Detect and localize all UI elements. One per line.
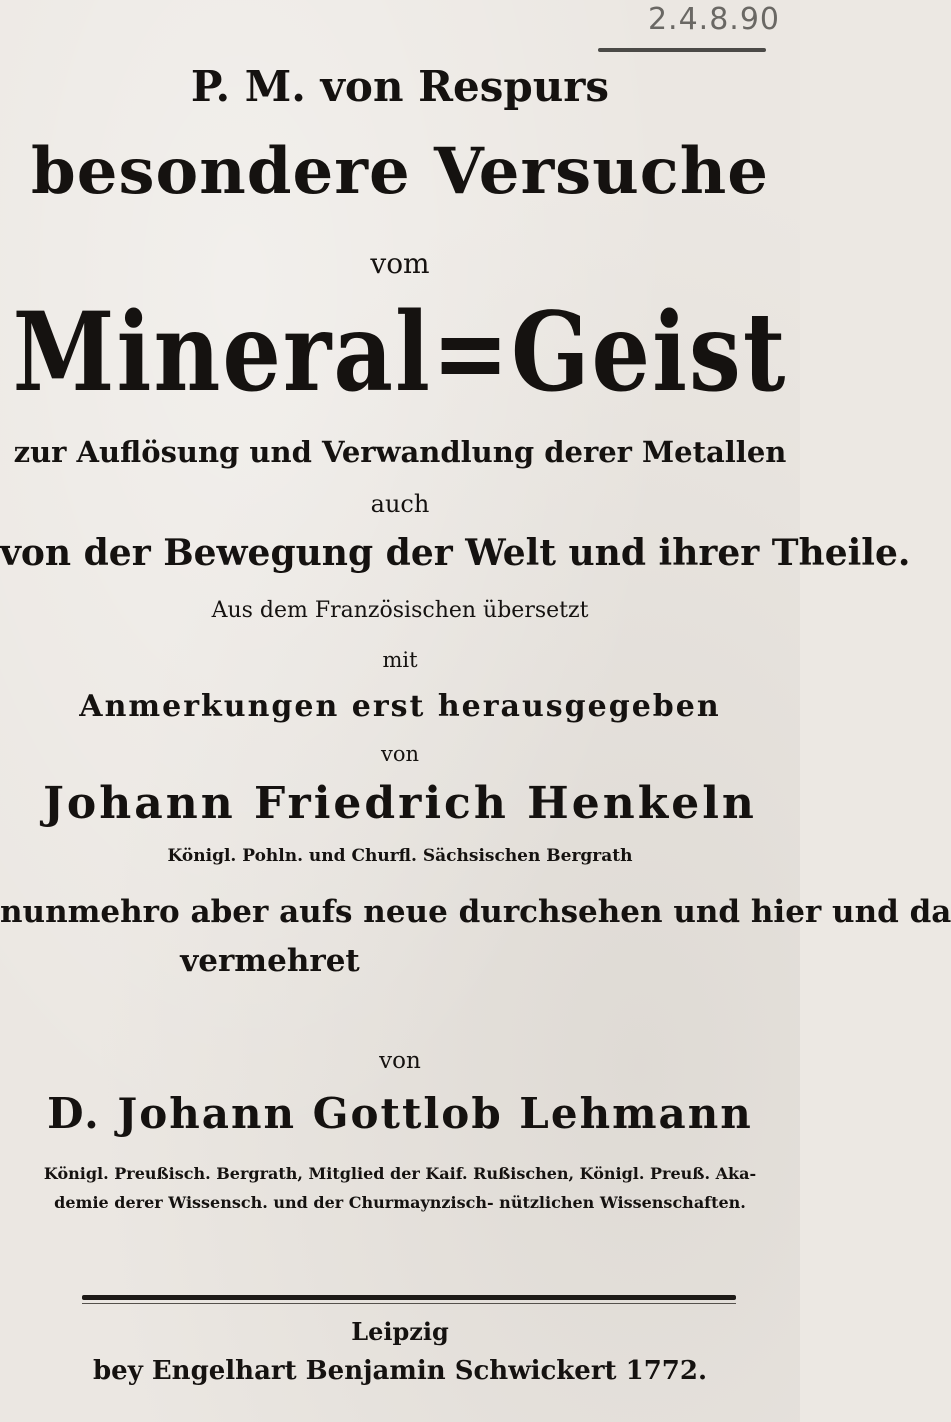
catalog-stamp: 2.4.8.90 [647, 2, 780, 37]
von-line-2: von [379, 1048, 421, 1074]
subtitle-auch: auch [370, 490, 430, 518]
divider-rule-thin [82, 1303, 736, 1304]
main-title: Mineral=Geist [12, 288, 788, 416]
editor-2-name: D. Johann Gottlob Lehmann [47, 1089, 753, 1138]
edition-line-1: nunmehro aber aufs neue durchsehen und hier und da [0, 894, 951, 930]
stamp-underline [598, 48, 766, 52]
edition-line-2: vermehret [180, 943, 360, 979]
von-line-1: von [380, 742, 420, 766]
subtitle-line-1: zur Auflösung und Verwandlung derer Metallen [13, 435, 787, 469]
subtitle-line-2: von der Bewegung der Welt und ihrer Theile. [0, 532, 911, 574]
annotations-line: Anmerkungen erst herausgegeben [79, 689, 721, 724]
divider-rule [82, 1295, 736, 1300]
vom-line: vom [370, 247, 430, 280]
title-line-1: besondere Versuche [31, 134, 769, 209]
imprint-publisher: bey Engelhart Benjamin Schwickert 1772. [92, 1356, 708, 1386]
editor-1-title: Königl. Pohln. und Churfl. Sächsischen Bergrath [167, 846, 633, 866]
editor-2-title-1: Königl. Preußisch. Bergrath, Mitglied der Kaif. Rußischen, Königl. Preuß. Aka- [43, 1164, 757, 1183]
mit-line: mit [382, 648, 418, 672]
editor-1-name: Johann Friedrich Henkeln [43, 778, 757, 829]
author-line: P. M. von Respurs [190, 62, 610, 111]
translation-note: Aus dem Französischen übersetzt [211, 598, 589, 623]
imprint-place: Leipzig [351, 1317, 449, 1346]
editor-2-title-2: demie derer Wissensch. und der Churmaynzisch- nützlichen Wissenschaften. [54, 1193, 746, 1212]
